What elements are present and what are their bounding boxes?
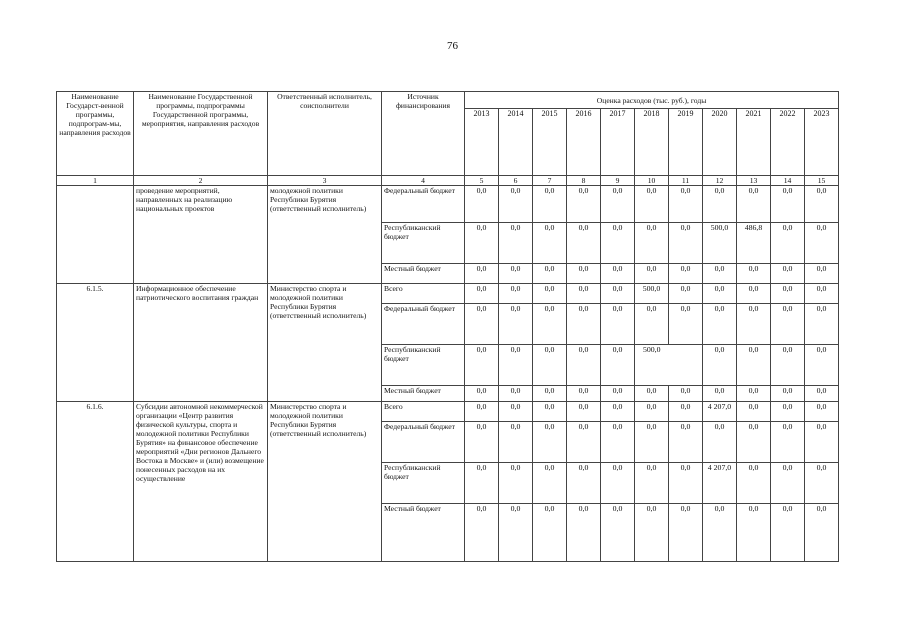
value-cell: 0,0 [805, 386, 839, 402]
value-cell: 0,0 [669, 504, 703, 562]
value-cell: 0,0 [737, 402, 771, 422]
value-cell: 0,0 [499, 223, 533, 264]
value-cell: 0,0 [805, 284, 839, 304]
value-cell: 0,0 [737, 463, 771, 504]
value-cell: 4 207,0 [703, 402, 737, 422]
value-cell: 0,0 [771, 463, 805, 504]
value-cell: 0,0 [669, 186, 703, 223]
expenditure-table [56, 91, 839, 562]
value-cell: 0,0 [567, 186, 601, 223]
value-cell: 0,0 [499, 504, 533, 562]
value-cell: 0,0 [465, 386, 499, 402]
value-cell: 4 207,0 [703, 463, 737, 504]
header-year: 2018 [635, 109, 669, 176]
funding-source: Местный бюджет [382, 264, 465, 284]
value-cell: 0,0 [737, 264, 771, 284]
value-cell: 0,0 [533, 284, 567, 304]
value-cell: 0,0 [635, 386, 669, 402]
value-cell: 0,0 [805, 504, 839, 562]
value-cell: 0,0 [805, 345, 839, 386]
value-cell: 0,0 [465, 402, 499, 422]
column-number: 13 [737, 176, 771, 186]
value-cell: 0,0 [635, 402, 669, 422]
table-row [57, 284, 839, 304]
value-cell: 0,0 [635, 186, 669, 223]
header-year: 2021 [737, 109, 771, 176]
value-cell: 0,0 [567, 463, 601, 504]
value-cell: 0,0 [499, 284, 533, 304]
value-cell: 0,0 [499, 422, 533, 463]
header-executor: Ответственный исполнитель, соисполнители [268, 92, 382, 176]
header-year: 2022 [771, 109, 805, 176]
funding-source: Местный бюджет [382, 504, 465, 562]
value-cell: 0,0 [703, 264, 737, 284]
value-cell: 0,0 [805, 463, 839, 504]
event-code: 6.1.5. [57, 284, 134, 402]
value-cell: 0,0 [499, 386, 533, 402]
value-cell: 0,0 [805, 422, 839, 463]
value-cell: 0,0 [601, 504, 635, 562]
value-cell: 0,0 [771, 223, 805, 264]
column-number: 1 [57, 176, 134, 186]
value-cell: 0,0 [499, 463, 533, 504]
value-cell: 0,0 [771, 264, 805, 284]
funding-source: Республиканский бюджет [382, 463, 465, 504]
column-number: 6 [499, 176, 533, 186]
header-year: 2015 [533, 109, 567, 176]
value-cell: 0,0 [635, 264, 669, 284]
value-cell: 0,0 [669, 223, 703, 264]
value-cell: 0,0 [771, 422, 805, 463]
value-cell: 0,0 [771, 304, 805, 345]
column-number: 10 [635, 176, 669, 186]
column-number: 14 [771, 176, 805, 186]
value-cell: 0,0 [703, 304, 737, 345]
funding-source: Всего [382, 284, 465, 304]
value-cell: 0,0 [703, 345, 737, 386]
value-cell: 0,0 [635, 304, 669, 345]
value-cell: 0,0 [805, 402, 839, 422]
value-cell: 0,0 [771, 402, 805, 422]
value-cell: 0,0 [499, 304, 533, 345]
value-cell: 0,0 [601, 284, 635, 304]
header-year: 2023 [805, 109, 839, 176]
value-cell: 0,0 [567, 386, 601, 402]
value-cell: 0,0 [771, 386, 805, 402]
event-executor: Министерство спорта и молодежной политики Республики Бурятия (ответственный исполнитель) [268, 284, 382, 402]
value-cell: 0,0 [703, 386, 737, 402]
value-cell: 0,0 [669, 304, 703, 345]
value-cell: 0,0 [499, 264, 533, 284]
value-cell: 0,0 [601, 402, 635, 422]
value-cell: 0,0 [737, 504, 771, 562]
value-cell: 0,0 [601, 422, 635, 463]
event-name: Информационное обеспечение патриотического воспитания граждан [134, 284, 268, 402]
header-year: 2014 [499, 109, 533, 176]
value-cell: 0,0 [601, 186, 635, 223]
value-cell: 0,0 [737, 186, 771, 223]
funding-source: Местный бюджет [382, 386, 465, 402]
value-cell: 0,0 [601, 223, 635, 264]
column-number: 15 [805, 176, 839, 186]
value-cell: 486,8 [737, 223, 771, 264]
funding-source: Федеральный бюджет [382, 304, 465, 345]
value-cell: 0,0 [533, 345, 567, 386]
value-cell: 0,0 [533, 223, 567, 264]
value-cell: 0,0 [703, 284, 737, 304]
header-expense-estimate: Оценка расходов (тыс. руб.), годы [465, 92, 839, 109]
value-cell: 0,0 [465, 284, 499, 304]
value-cell: 0,0 [533, 304, 567, 345]
value-cell: 0,0 [669, 463, 703, 504]
value-cell: 0,0 [533, 463, 567, 504]
value-cell: 0,0 [465, 223, 499, 264]
value-cell: 0,0 [737, 304, 771, 345]
value-cell: 0,0 [601, 264, 635, 284]
column-number: 4 [382, 176, 465, 186]
value-cell: 0,0 [567, 402, 601, 422]
value-cell: 0,0 [635, 504, 669, 562]
value-cell: 0,0 [499, 345, 533, 386]
funding-source: Федеральный бюджет [382, 186, 465, 223]
value-cell: 0,0 [669, 422, 703, 463]
header-funding-source: Источник финансирования [382, 92, 465, 176]
value-cell: 0,0 [771, 284, 805, 304]
column-number: 8 [567, 176, 601, 186]
value-cell: 500,0 [635, 345, 669, 386]
value-cell: 0,0 [601, 386, 635, 402]
funding-source: Республиканский бюджет [382, 345, 465, 386]
value-cell: 0,0 [805, 223, 839, 264]
value-cell: 0,0 [601, 304, 635, 345]
value-cell [669, 345, 703, 386]
column-number: 7 [533, 176, 567, 186]
value-cell: 0,0 [703, 422, 737, 463]
event-name: Субсидии автономной некоммерческой организации «Центр развития физической культуры, спорта и молодежной политики Республики Бурятия» на финансовое обеспечение мероприятий «Дни регионов Дальнего Востока в Москве» и (или) возмещение понесенных расходов на их осуществление [134, 402, 268, 562]
value-cell: 0,0 [737, 422, 771, 463]
column-number: 3 [268, 176, 382, 186]
event-name: проведение мероприятий, направленных на реализацию национальных проектов [134, 186, 268, 284]
value-cell: 0,0 [567, 422, 601, 463]
table-row [57, 186, 839, 223]
value-cell: 0,0 [635, 463, 669, 504]
value-cell: 0,0 [669, 402, 703, 422]
value-cell: 0,0 [533, 422, 567, 463]
value-cell: 0,0 [805, 186, 839, 223]
column-number: 2 [134, 176, 268, 186]
event-code [57, 186, 134, 284]
value-cell: 0,0 [635, 422, 669, 463]
value-cell: 0,0 [567, 504, 601, 562]
value-cell: 0,0 [703, 186, 737, 223]
header-year: 2016 [567, 109, 601, 176]
value-cell: 0,0 [805, 304, 839, 345]
value-cell: 0,0 [567, 345, 601, 386]
value-cell: 0,0 [533, 386, 567, 402]
funding-source: Федеральный бюджет [382, 422, 465, 463]
value-cell: 0,0 [533, 264, 567, 284]
value-cell: 0,0 [737, 284, 771, 304]
column-number: 12 [703, 176, 737, 186]
header-program-name: Наименование Государст-венной программы, подпрограм-мы, направления расходов [57, 92, 134, 176]
event-code: 6.1.6. [57, 402, 134, 562]
value-cell: 0,0 [601, 345, 635, 386]
value-cell: 0,0 [533, 402, 567, 422]
column-number: 5 [465, 176, 499, 186]
value-cell: 0,0 [805, 264, 839, 284]
value-cell: 0,0 [465, 186, 499, 223]
value-cell: 0,0 [465, 264, 499, 284]
value-cell: 0,0 [567, 223, 601, 264]
value-cell: 500,0 [635, 284, 669, 304]
funding-source: Республиканский бюджет [382, 223, 465, 264]
value-cell: 0,0 [499, 186, 533, 223]
header-year: 2017 [601, 109, 635, 176]
value-cell: 500,0 [703, 223, 737, 264]
table-row [57, 402, 839, 422]
value-cell: 0,0 [465, 345, 499, 386]
column-number: 11 [669, 176, 703, 186]
event-executor: Министерство спорта и молодежной политики Республики Бурятия (ответственный исполнитель) [268, 402, 382, 562]
value-cell: 0,0 [533, 504, 567, 562]
value-cell: 0,0 [465, 304, 499, 345]
value-cell: 0,0 [567, 304, 601, 345]
value-cell: 0,0 [635, 223, 669, 264]
funding-source: Всего [382, 402, 465, 422]
value-cell: 0,0 [601, 463, 635, 504]
header-year: 2020 [703, 109, 737, 176]
value-cell: 0,0 [567, 264, 601, 284]
value-cell: 0,0 [533, 186, 567, 223]
header-year: 2019 [669, 109, 703, 176]
value-cell: 0,0 [737, 345, 771, 386]
value-cell: 0,0 [771, 186, 805, 223]
value-cell: 0,0 [465, 422, 499, 463]
page-number: 76 [447, 40, 458, 52]
column-number: 9 [601, 176, 635, 186]
value-cell: 0,0 [771, 345, 805, 386]
value-cell: 0,0 [499, 402, 533, 422]
value-cell: 0,0 [465, 463, 499, 504]
value-cell: 0,0 [771, 504, 805, 562]
value-cell: 0,0 [737, 386, 771, 402]
event-executor: молодежной политики Республики Бурятия (ответственный исполнитель) [268, 186, 382, 284]
value-cell: 0,0 [567, 284, 601, 304]
value-cell: 0,0 [703, 504, 737, 562]
value-cell: 0,0 [669, 264, 703, 284]
value-cell: 0,0 [669, 386, 703, 402]
value-cell: 0,0 [669, 284, 703, 304]
value-cell: 0,0 [465, 504, 499, 562]
header-year: 2013 [465, 109, 499, 176]
header-event-name: Наименование Государственной программы, подпрограммы Государственной программы, мероприятия, направления расходов [134, 92, 268, 176]
